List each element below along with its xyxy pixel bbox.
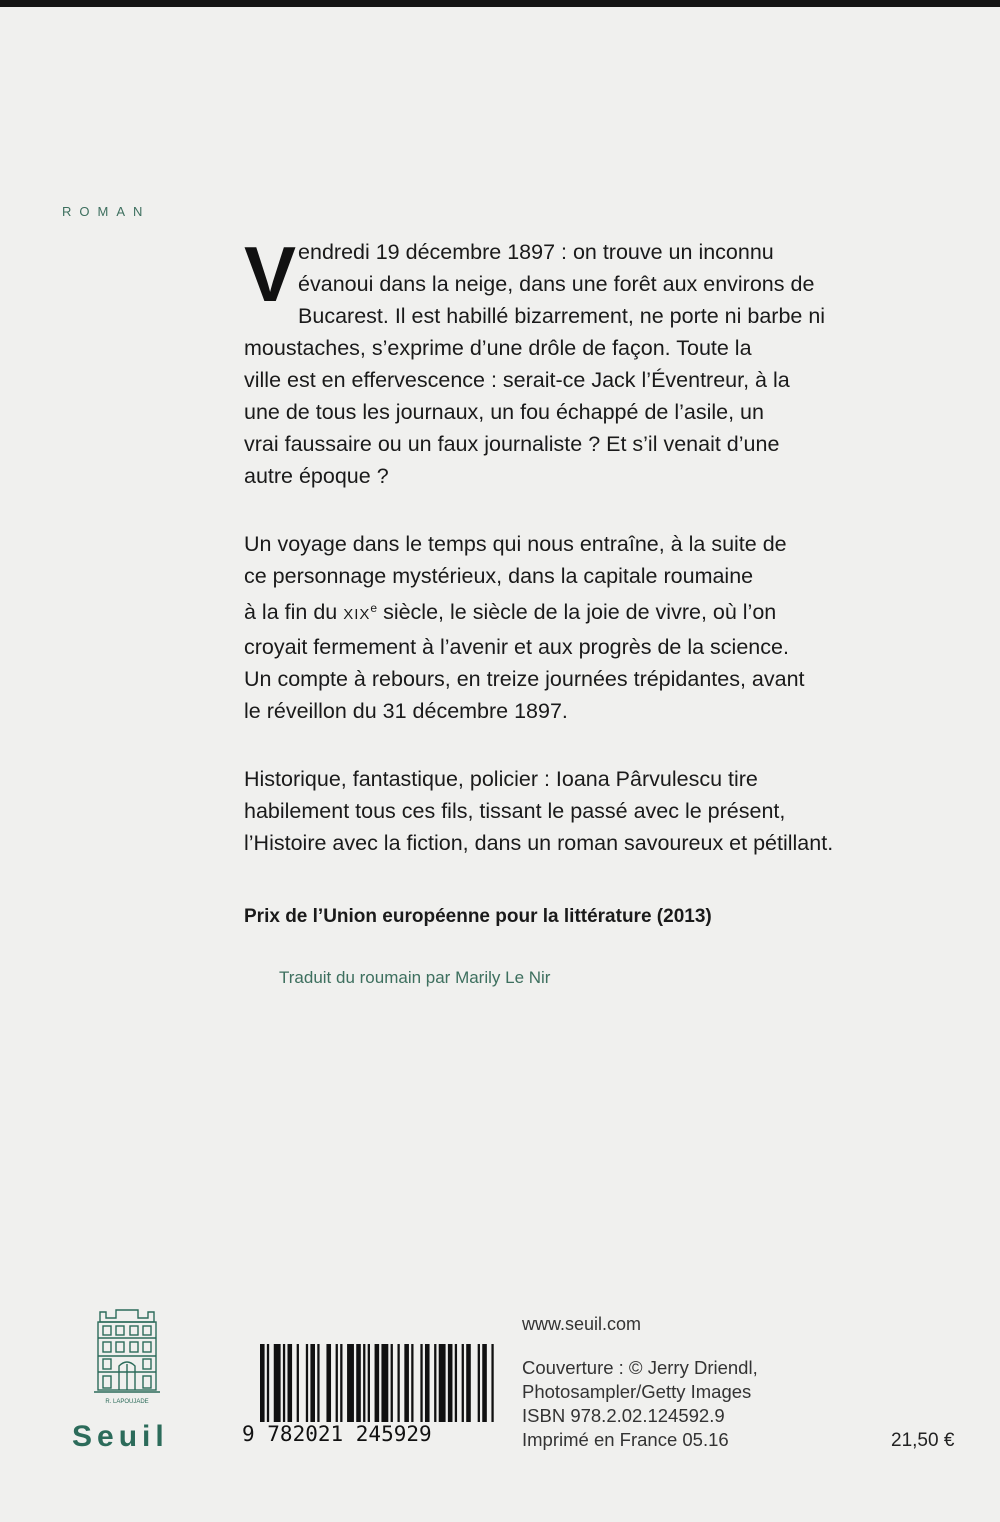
barcode-bar xyxy=(363,1344,365,1422)
publisher-name: Seuil xyxy=(72,1420,169,1453)
credit-line: Photosampler/Getty Images xyxy=(522,1381,752,1402)
barcode-bar xyxy=(448,1344,453,1422)
barcode-bar xyxy=(283,1344,285,1422)
blurb-line: Historique, fantastique, policier : Ioana Pârvulescu tire xyxy=(244,767,758,791)
barcode-bar xyxy=(462,1344,464,1422)
blurb-line: le réveillon du 31 décembre 1897. xyxy=(244,699,568,723)
blurb-line: moustaches, s’exprime d’une drôle de façon. Toute la xyxy=(244,336,752,360)
barcode-bar xyxy=(482,1344,487,1422)
barcode-bar xyxy=(310,1344,315,1422)
blurb-line: l’Histoire avec la fiction, dans un roman savoureux et pétillant. xyxy=(244,831,834,855)
blurb-text xyxy=(244,230,884,895)
barcode-bar xyxy=(356,1344,361,1422)
barcode-bar xyxy=(260,1344,265,1422)
blurb-line: Bucarest. Il est habillé bizarrement, ne porte ni barbe ni xyxy=(298,304,826,328)
isbn-barcode xyxy=(260,1344,496,1422)
barcode-bar xyxy=(274,1344,281,1422)
prize-line: Prix de l’Union européenne pour la littérature (2013) xyxy=(244,906,712,927)
drop-cap: V xyxy=(244,230,297,318)
price-label: 21,50 € xyxy=(891,1430,955,1451)
barcode-bar xyxy=(455,1344,457,1422)
blurb-line: croyait fermement à l’avenir et aux progrès de la science. xyxy=(244,635,789,659)
blurb-fragment: à la fin du xyxy=(244,600,344,624)
genre-label: ROMAN xyxy=(62,204,151,219)
credit-line: Couverture : © Jerry Driendl, xyxy=(522,1357,758,1378)
barcode-digits: 9 782021 245929 xyxy=(242,1422,432,1446)
barcode-bar xyxy=(336,1344,338,1422)
barcode-bar xyxy=(439,1344,446,1422)
barcode-bar xyxy=(491,1344,493,1422)
barcode-bar xyxy=(411,1344,413,1422)
barcode-bar xyxy=(425,1344,430,1422)
blurb-line: endredi 19 décembre 1897 : on trouve un inconnu xyxy=(298,240,774,264)
blurb-line: vrai faussaire ou un faux journaliste ? Et s’il venait d’une xyxy=(244,432,780,456)
barcode-bar xyxy=(340,1344,342,1422)
barcode-bar xyxy=(420,1344,422,1422)
barcode-bar xyxy=(466,1344,471,1422)
barcode-bar xyxy=(347,1344,354,1422)
blurb-line: habilement tous ces fils, tissant le passé avec le présent, xyxy=(244,799,786,823)
barcode-bar xyxy=(368,1344,370,1422)
barcode-bar xyxy=(478,1344,480,1422)
century-superscript: e xyxy=(370,601,378,615)
barcode-bar xyxy=(288,1344,293,1422)
blurb-paragraph-1 xyxy=(244,230,884,492)
blurb-paragraph-3 xyxy=(244,763,884,859)
blurb-line: une de tous les journaux, un fou échappé de l’asile, un xyxy=(244,400,764,424)
blurb-line: Un compte à rebours, en treize journées trépidantes, avant xyxy=(244,667,805,691)
top-edge-band xyxy=(0,0,1000,7)
barcode-bar xyxy=(326,1344,331,1422)
barcode-bar xyxy=(375,1344,380,1422)
barcode-bar xyxy=(381,1344,388,1422)
isbn-line: ISBN 978.2.02.124592.9 xyxy=(522,1405,725,1426)
barcode-bar xyxy=(397,1344,399,1422)
barcode-bar xyxy=(297,1344,299,1422)
barcode-bar xyxy=(317,1344,319,1422)
blurb-line: ce personnage mystérieux, dans la capitale roumaine xyxy=(244,564,754,588)
blurb-line xyxy=(244,592,884,631)
publisher-building-logo-icon xyxy=(92,1308,162,1406)
blurb-paragraph-2 xyxy=(244,528,884,727)
printing-line: Imprimé en France 05.16 xyxy=(522,1429,729,1450)
barcode-bar xyxy=(267,1344,269,1422)
barcode-bar xyxy=(434,1344,436,1422)
blurb-line: Un voyage dans le temps qui nous entraîne, à la suite de xyxy=(244,532,787,556)
translator-credit: Traduit du roumain par Marily Le Nir xyxy=(279,968,551,987)
blurb-line: autre époque ? xyxy=(244,464,389,488)
blurb-line: ville est en effervescence : serait-ce Jack l’Éventreur, à la xyxy=(244,368,790,392)
barcode-bar xyxy=(391,1344,393,1422)
publisher-website: www.seuil.com xyxy=(522,1314,642,1334)
blurb-line: évanoui dans la neige, dans une forêt aux environs de xyxy=(298,272,815,296)
barcode-bar xyxy=(306,1344,308,1422)
century-numeral: XIX xyxy=(343,606,371,623)
barcode-bar xyxy=(404,1344,409,1422)
logo-signature: R. LAPOUJADE xyxy=(105,1399,149,1405)
blurb-fragment: siècle, le siècle de la joie de vivre, où l’on xyxy=(377,600,777,624)
cover-credits xyxy=(522,1356,758,1452)
